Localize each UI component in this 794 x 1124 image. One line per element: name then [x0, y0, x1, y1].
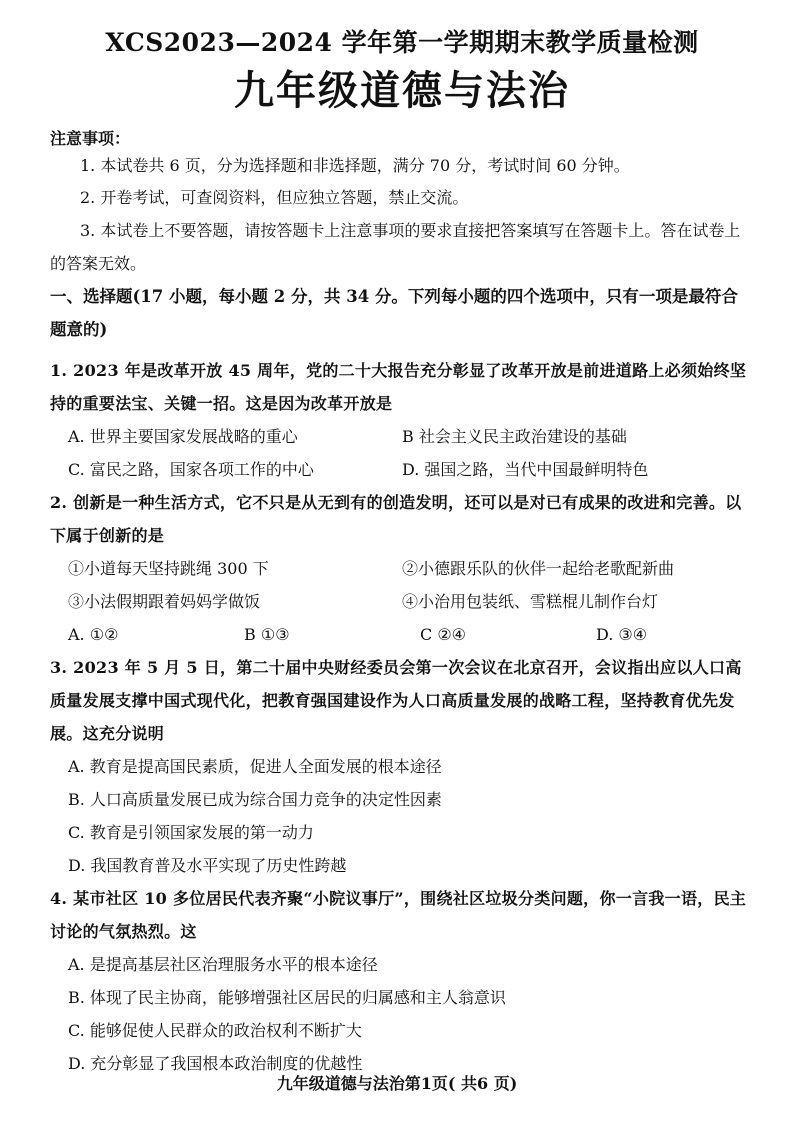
- subject-title: 九年级道德与法治: [234, 67, 570, 114]
- options-row: [50, 618, 754, 651]
- option-c: C. 富民之路，国家各项工作的中心: [68, 460, 314, 479]
- statements-row: [50, 552, 754, 585]
- option-b: B. 体现了民主协商，能够增强社区居民的归属感和主人翁意识: [68, 988, 506, 1007]
- option-d: D. 充分彰显了我国根本政治制度的优越性: [68, 1054, 363, 1073]
- question-1: [50, 354, 754, 486]
- option-a: A. 世界主要国家发展战略的重心: [68, 427, 298, 446]
- options-row: [50, 453, 754, 486]
- option-d: D. 我国教育普及水平实现了历史性跨越: [68, 856, 347, 875]
- page-footer: 九年级道德与法治第1页( 共6 页): [276, 1074, 518, 1093]
- section-title: 一、选择题(17 小题，每小题 2 分，共 34 分。下列每小题的四个选项中，只有一项是最符合题意的): [50, 287, 738, 339]
- option-d: D. 强国之路，当代中国最鲜明特色: [402, 460, 649, 479]
- notes-heading: 注意事项：: [50, 129, 131, 148]
- question-stem: 2. 创新是一种生活方式，它不只是从无到有的创造发明，还可以是对已有成果的改进和完善。以下属于创新的是: [50, 493, 742, 545]
- exam-header-line: XCS2023—2024 学年第一学期期末教学质量检测: [105, 28, 699, 57]
- option-a: A. 是提高基层社区治理服务水平的根本途径: [68, 955, 378, 974]
- note-item: 2. 开卷考试，可查阅资料，但应独立答题，禁止交流。: [80, 188, 469, 207]
- option-c: C. 能够促使人民群众的政治权利不断扩大: [68, 1021, 362, 1040]
- question-2: [50, 486, 754, 651]
- statement-4: ④小治用包装纸、雪糕棍儿制作台灯: [402, 592, 659, 611]
- option-b: B ①③: [244, 625, 290, 644]
- question-stem: 4. 某市社区 10 多位居民代表齐聚“小院议事厅”，围绕社区垃圾分类问题，你一言我一语，民主讨论的气氛热烈。这: [50, 889, 747, 941]
- statement-1: ①小道每天坚持跳绳 300 下: [68, 559, 269, 578]
- statement-3: ③小法假期跟着妈妈学做饭: [68, 592, 261, 611]
- note-item: 1. 本试卷共 6 页，分为选择题和非选择题，满分 70 分，考试时间 60 分钟。: [80, 156, 630, 175]
- question-stem: 1. 2023 年是改革开放 45 周年，党的二十大报告充分彰显了改革开放是前进道路上必须始终坚持的重要法宝、关键一招。这是因为改革开放是: [50, 361, 747, 413]
- statements-row: [50, 585, 754, 618]
- option-b: B 社会主义民主政治建设的基础: [402, 427, 627, 446]
- option-b: B. 人口高质量发展已成为综合国力竞争的决定性因素: [68, 790, 442, 809]
- option-d: D. ③④: [596, 625, 648, 644]
- question-4: [50, 882, 754, 1080]
- option-a: A. ①②: [68, 625, 119, 644]
- question-3: [50, 651, 754, 882]
- statement-2: ②小德跟乐队的伙伴一起给老歌配新曲: [402, 559, 675, 578]
- option-c: C. 教育是引领国家发展的第一动力: [68, 823, 314, 842]
- option-a: A. 教育是提高国民素质，促进人全面发展的根本途径: [68, 757, 442, 776]
- note-item: 3. 本试卷上不要答题，请按答题卡上注意事项的要求直接把答案填写在答题卡上。答在试卷上的答案无效。: [50, 221, 741, 273]
- options-row: [50, 420, 754, 453]
- question-stem: 3. 2023 年 5 月 5 日，第二十届中央财经委员会第一次会议在北京召开，会议指出应以人口高质量发展支撑中国式现代化，把教育强国建设作为人口高质量发展的战略工程，坚持教育优先发展。这充分说明: [50, 658, 742, 743]
- option-c: C ②④: [420, 625, 467, 644]
